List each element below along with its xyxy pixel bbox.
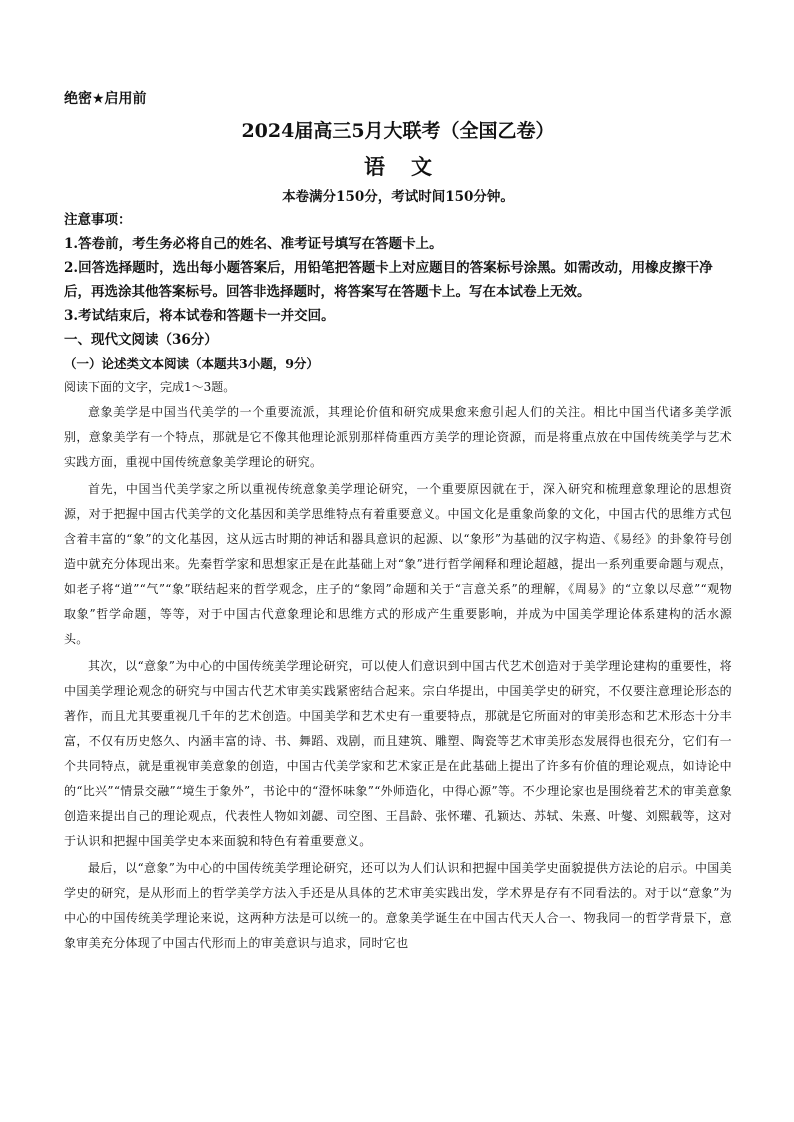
- note-item: 1.答卷前，考生务必将自己的姓名、准考证号填写在答题卡上。: [64, 236, 443, 252]
- passage-paragraph: 最后，以“意象”为中心的中国传统美学理论研究，还可以为人们认识和把握中国美学史面貌提供方法论的启示。中国美学史的研究，是从形而上的哲学美学方法入手还是从具体的艺术审美实践出发，学术界是存有不同看法的。对于以“意象”为中心的中国传统美学理论来说，这两种方法是可以统一的。意象美学诞生在中国古代天人合一、物我同一的哲学背景下，意象审美充分体现了中国古代形而上的审美意识与追求，同时它也: [64, 861, 732, 950]
- passage-paragraph: 首先，中国当代美学家之所以重视传统意象美学理论研究，一个重要原因就在于，深入研究和梳理意象理论的思想资源，对于把握中国古代美学的文化基因和美学思维特点有着重要意义。中国文化是重象尚象的文化，中国古代的思维方式包含着丰富的“象”的文化基因，这从远古时期的神话和器具意识的起源、以“象形”为基础的汉字构造、《易经》的卦象符号创造中就充分体现出来。先秦哲学家和思想家正是在此基础上对“象”进行哲学阐释和理论超越，提出一系列重要命题与观点，如老子将“道”“气”“象”联结起来的哲学观念，庄子的“象罔”命题和关于“言意关系”的理解，《周易》的“立象以尽意”“观物取象”哲学命题，等等，对于中国古代意象理论和思维方式的形成产生重要影响，并成为中国美学理论体系建构的活水源头。: [64, 482, 732, 646]
- reading-instruction: 阅读下面的文字，完成1～3题。: [64, 380, 236, 394]
- confidential-mark: 绝密★启用前: [64, 91, 147, 107]
- note-item: 3.考试结束后，将本试卷和答题卡一并交回。: [64, 308, 335, 324]
- passage-paragraph: 意象美学是中国当代美学的一个重要流派，其理论价值和研究成果愈来愈引起人们的关注。相比中国当代诸多美学派别，意象美学有一个特点，那就是它不像其他理论派别那样倚重西方美学的理论资源，而是将重点放在中国传统美学与艺术实践方面，重视中国传统意象美学理论的研究。: [64, 405, 732, 469]
- exam-title: 2024届高三5月大联考（全国乙卷）: [241, 120, 555, 142]
- notes-title: 注意事项：: [64, 212, 132, 228]
- section-title: 一、现代文阅读（36分）: [64, 332, 218, 348]
- subject-title: 语文: [364, 154, 458, 179]
- score-time-info: 本卷满分150分，考试时间150分钟。: [282, 189, 514, 205]
- exam-page: [64, 88, 732, 956]
- note-item: 2.回答选择题时，选出每小题答案后，用铅笔把答题卡上对应题目的答案标号涂黑。如需改动，用橡皮擦干净后，再选涂其他答案标号。回答非选择题时，将答案写在答题卡上。写在本试卷上无效。: [64, 260, 713, 300]
- subsection-title: （一）论述类文本阅读（本题共3小题，9分）: [64, 356, 319, 371]
- passage-paragraph: 其次，以“意象”为中心的中国传统美学理论研究，可以使人们意识到中国古代艺术创造对于美学理论建构的重要性，将中国美学理论观念的研究与中国古代艺术审美实践紧密结合起来。宗白华提出，中国美学史的研究，不仅要注意理论形态的著作，而且尤其要重视几千年的艺术创造。中国美学和艺术史有一重要特点，那就是它所面对的审美形态和艺术形态十分丰富，不仅有历史悠久、内涵丰富的诗、书、舞蹈、戏剧，而且建筑、雕塑、陶瓷等艺术审美形态发展得也很充分，它们有一个共同特点，就是重视审美意象的创造，中国古代美学家和艺术家正是在此基础上提出了许多有价值的理论观点，如诗论中的“比兴”“情景交融”“境生于象外”，书论中的“澄怀味象”“外师造化，中得心源”等。不少理论家也是围绕着艺术的审美意象创造来提出自己的理论观点，代表性人物如刘勰、司空图、王昌龄、张怀瓘、孔颖达、苏轼、朱熹、叶燮、刘熙载等，这对于认识和把握中国美学史本来面貌和特色有着重要意义。: [64, 659, 732, 848]
